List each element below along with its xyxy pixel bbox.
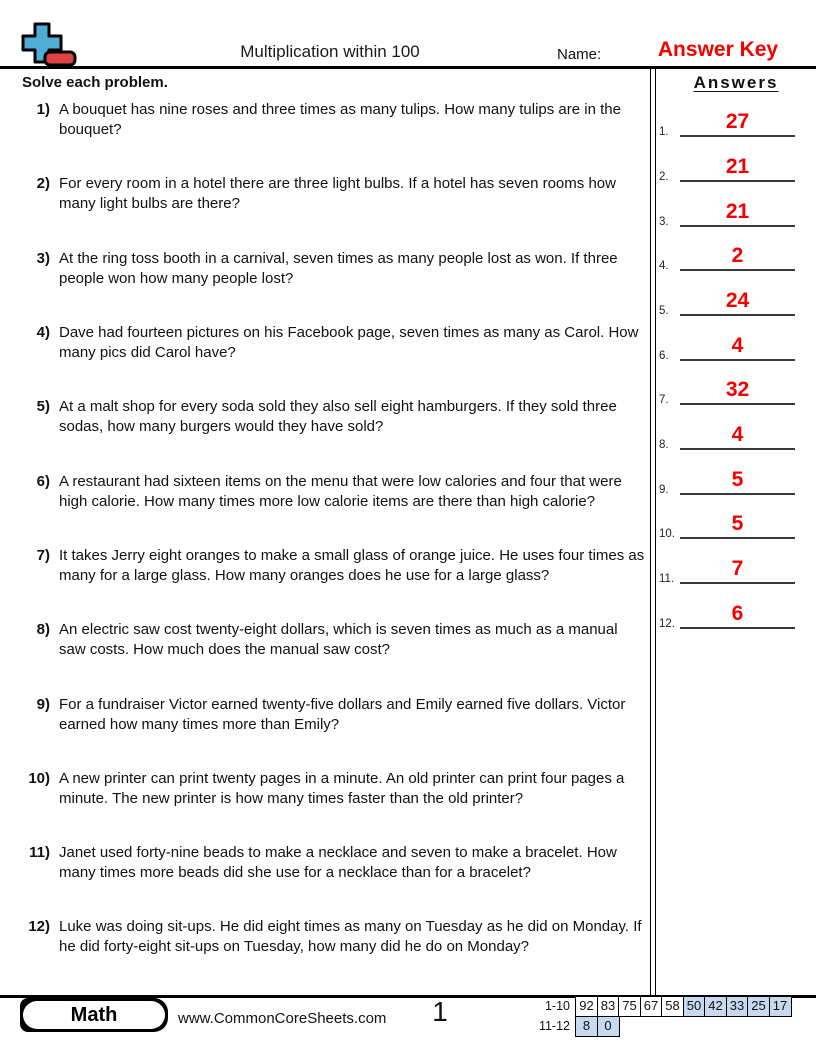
score-cell: 67	[640, 996, 663, 1017]
score-cell: 33	[726, 996, 749, 1017]
answer-row	[656, 597, 816, 629]
answer-number: 1.	[659, 126, 669, 138]
answer-number: 6.	[659, 350, 669, 362]
answer-row	[656, 105, 816, 137]
math-badge	[20, 998, 168, 1032]
score-row-label: 11-12	[538, 1018, 570, 1033]
answer-row	[656, 150, 816, 182]
math-badge-label: Math	[23, 1001, 165, 1029]
score-cell: 50	[683, 996, 706, 1017]
answer-number: 10.	[659, 528, 675, 540]
problem-text: For every room in a hotel there are three light bulbs. If a hotel has seven rooms how many light bulbs are there?	[59, 175, 616, 212]
problem-row	[22, 174, 647, 214]
answer-value: 24	[680, 290, 795, 316]
answer-number: 7.	[659, 394, 669, 406]
problem-row	[22, 472, 647, 512]
score-cell: 75	[618, 996, 641, 1017]
score-table	[533, 996, 792, 1037]
website-url: www.CommonCoreSheets.com	[178, 1010, 387, 1027]
answer-row	[656, 418, 816, 450]
problem-row	[22, 917, 647, 957]
score-cell: 17	[769, 996, 792, 1017]
answer-row	[656, 373, 816, 405]
answer-number: 3.	[659, 216, 669, 228]
problem-number: 10)	[28, 770, 50, 787]
problem-number: 1)	[36, 101, 50, 118]
answer-number: 4.	[659, 260, 669, 272]
problem-row	[22, 843, 647, 883]
answer-number: 5.	[659, 305, 669, 317]
name-label: Name:	[557, 46, 602, 63]
score-cell: 92	[575, 996, 598, 1017]
answer-value: 5	[680, 469, 795, 495]
problem-row	[22, 769, 647, 809]
answer-number: 8.	[659, 439, 669, 451]
answers-panel	[656, 69, 816, 995]
answers-title: Answers	[693, 73, 779, 92]
problem-number: 12)	[28, 918, 50, 935]
instruction-text: Solve each problem.	[22, 74, 168, 91]
problem-text: A new printer can print twenty pages in a minute. An old printer can print four pages a minute. The new printer is how many times faster than the old printer?	[59, 770, 625, 807]
answer-value: 21	[680, 201, 795, 227]
answer-value: 21	[680, 156, 795, 182]
problem-text: A bouquet has nine roses and three times as many tulips. How many tulips are in the bouquet?	[59, 101, 621, 138]
answer-key-label: Answer Key	[657, 38, 779, 61]
answer-value: 4	[680, 424, 795, 450]
score-cell: 25	[747, 996, 770, 1017]
problem-row	[22, 249, 647, 289]
worksheet-title: Multiplication within 100	[240, 42, 420, 61]
answer-value: 27	[680, 111, 795, 137]
answer-row	[656, 239, 816, 271]
plus-minus-logo-icon	[19, 21, 79, 70]
answer-row	[656, 552, 816, 584]
problem-text: It takes Jerry eight oranges to make a small glass of orange juice. He uses four times as many for a large glass. How many oranges does he use for a large glass?	[59, 547, 645, 584]
answer-number: 9.	[659, 484, 669, 496]
problem-number: 7)	[36, 547, 50, 564]
answer-row	[656, 195, 816, 227]
problem-number: 9)	[36, 696, 50, 713]
problem-number: 11)	[29, 844, 50, 861]
problem-number: 8)	[36, 621, 50, 638]
answer-row	[656, 507, 816, 539]
answer-number: 12.	[659, 618, 675, 630]
problem-text: A restaurant had sixteen items on the menu that were low calories and four that were high calorie. How many times more low calorie items are there than high calorie?	[59, 473, 622, 510]
answer-row	[656, 329, 816, 361]
score-cell: 83	[597, 996, 620, 1017]
problem-text: For a fundraiser Victor earned twenty-five dollars and Emily earned five dollars. Victor earned how many times more than Emily?	[59, 696, 626, 733]
problem-number: 2)	[36, 175, 50, 192]
score-cell: 42	[704, 996, 727, 1017]
answer-value: 6	[680, 603, 795, 629]
problem-number: 4)	[36, 324, 50, 341]
problem-text: Dave had fourteen pictures on his Facebook page, seven times as many as Carol. How many pics did Carol have?	[59, 324, 639, 361]
problem-number: 3)	[36, 250, 50, 267]
problem-text: At a malt shop for every soda sold they also sell eight hamburgers. If they sold three sodas, how many burgers would they have sold?	[59, 398, 617, 435]
problem-number: 6)	[36, 473, 50, 490]
score-row	[533, 1016, 792, 1037]
answer-number: 2.	[659, 171, 669, 183]
score-row	[533, 996, 792, 1017]
problem-text: An electric saw cost twenty-eight dollars, which is seven times as much as a manual saw costs. How much does the manual saw cost?	[59, 621, 618, 658]
page-number: 1	[432, 996, 448, 1027]
score-cell: 0	[597, 1016, 620, 1037]
answer-value: 5	[680, 513, 795, 539]
score-cell: 58	[661, 996, 684, 1017]
problem-row	[22, 323, 647, 363]
problem-text: At the ring toss booth in a carnival, seven times as many people lost as won. If three people won how many people lost?	[59, 250, 618, 287]
answer-row	[656, 463, 816, 495]
score-cell: 8	[575, 1016, 598, 1037]
problem-number: 5)	[36, 398, 50, 415]
problem-row	[22, 100, 647, 140]
problem-row	[22, 695, 647, 735]
problem-row	[22, 546, 647, 586]
answer-number: 11.	[659, 573, 675, 585]
answer-value: 32	[680, 379, 795, 405]
answer-row	[656, 284, 816, 316]
problem-text: Luke was doing sit-ups. He did eight times as many on Tuesday as he did on Monday. If he did forty-eight sit-ups on Tuesday, how many did he do on Monday?	[59, 918, 642, 955]
problem-text: Janet used forty-nine beads to make a necklace and seven to make a bracelet. How many times more beads did she use for a necklace than for a bracelet?	[59, 844, 617, 881]
problem-row	[22, 620, 647, 660]
problem-row	[22, 397, 647, 437]
answer-value: 2	[680, 245, 795, 271]
score-row-label: 1-10	[544, 999, 570, 1013]
answer-value: 7	[680, 558, 795, 584]
answer-value: 4	[680, 335, 795, 361]
